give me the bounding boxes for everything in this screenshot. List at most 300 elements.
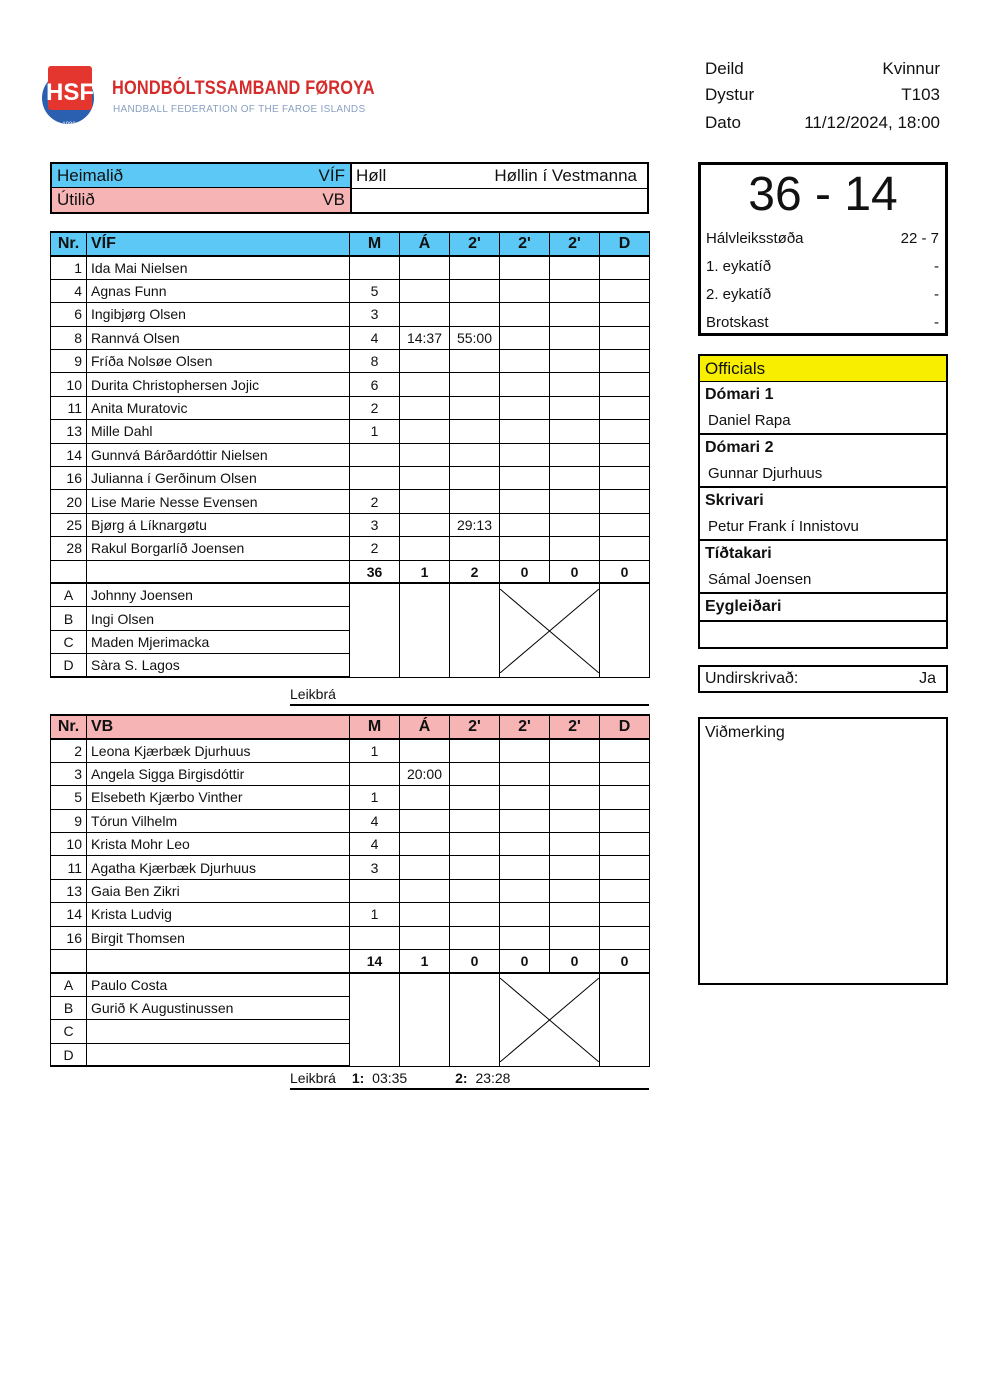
player-number: 13 [51, 879, 87, 902]
stat-cell-m: 6 [350, 373, 400, 396]
score-row-extra-2 [701, 281, 945, 309]
player-name: Krista Ludvig [87, 903, 350, 926]
stat-cell-p2 [500, 303, 550, 326]
total-cell: 0 [500, 950, 550, 973]
header-suspension-1: 2' [450, 715, 500, 739]
player-name: Bjørg á Líknargøtu [87, 513, 350, 536]
total-cell: 1 [400, 560, 450, 583]
total-cell: 36 [350, 560, 400, 583]
player-number: 3 [51, 762, 87, 785]
official-role: Skrivari [705, 492, 764, 509]
score-label: Hálvleiksstøða [706, 230, 804, 247]
official-letter: C [51, 630, 87, 653]
blank-cell [450, 973, 500, 1067]
player-number: 8 [51, 326, 87, 349]
team-official-name: Johnny Joensen [87, 583, 350, 606]
stat-cell-p1 [450, 420, 500, 443]
official-name: Daniel Rapa [700, 408, 946, 435]
team-official-name: Ingi Olsen [87, 607, 350, 630]
stat-cell-a [400, 303, 450, 326]
stat-cell-p3 [550, 786, 600, 809]
away-timeout-line [290, 1068, 649, 1090]
stat-cell-a: 14:37 [400, 326, 450, 349]
player-name: Lise Marie Nesse Evensen [87, 490, 350, 513]
team-official-name: Gurið K Augustinussen [87, 996, 350, 1019]
official-name: Sámal Joensen [700, 567, 946, 594]
stat-cell-p1 [450, 926, 500, 949]
team-official-name: Paulo Costa [87, 973, 350, 996]
stat-cell-p1 [450, 396, 500, 419]
stat-cell-p3 [550, 326, 600, 349]
player-number: 11 [51, 396, 87, 419]
player-name: Fríða Nolsøe Olsen [87, 350, 350, 373]
stat-cell-p2 [500, 420, 550, 443]
stat-cell-d [600, 279, 650, 302]
official-name: Petur Frank í Innistovu [700, 514, 946, 541]
stat-cell-p3 [550, 903, 600, 926]
player-name: Leona Kjærbæk Djurhuus [87, 739, 350, 762]
stat-cell-d [600, 513, 650, 536]
official-role: Dómari 1 [705, 386, 774, 403]
meta-value: T103 [901, 85, 940, 104]
signed-box [698, 665, 948, 693]
stat-cell-p1: 55:00 [450, 326, 500, 349]
stat-cell-p1 [450, 809, 500, 832]
stat-cell-a [400, 373, 450, 396]
stat-cell-m: 3 [350, 856, 400, 879]
total-cell: 2 [450, 560, 500, 583]
total-cell: 1 [400, 950, 450, 973]
total-cell: 0 [550, 950, 600, 973]
final-score: 36 - 14 [748, 168, 898, 221]
stat-cell-p2 [500, 856, 550, 879]
stat-cell-p1 [450, 443, 500, 466]
player-row [51, 303, 650, 326]
stat-cell-a [400, 420, 450, 443]
stat-cell-p3 [550, 303, 600, 326]
score-row-penalties [701, 309, 945, 337]
stat-cell-a [400, 467, 450, 490]
official-letter: C [51, 1020, 87, 1043]
player-row [51, 443, 650, 466]
stat-cell-a [400, 256, 450, 279]
player-row [51, 396, 650, 419]
stat-cell-p1 [450, 739, 500, 762]
stat-cell-p3 [550, 513, 600, 536]
stat-cell-m [350, 926, 400, 949]
player-row [51, 490, 650, 513]
stat-cell-m: 1 [350, 739, 400, 762]
timeout-label: Leikbrá [290, 1070, 336, 1086]
stat-cell-a [400, 833, 450, 856]
stat-cell-p2 [500, 903, 550, 926]
player-name: Agnas Funn [87, 279, 350, 302]
official-letter: D [51, 654, 87, 677]
stat-cell-d [600, 903, 650, 926]
player-name: Gaia Ben Zikri [87, 879, 350, 902]
player-number: 6 [51, 303, 87, 326]
stat-cell-m: 4 [350, 326, 400, 349]
meta-date [705, 110, 940, 136]
header-team: VB [87, 715, 350, 739]
player-number: 11 [51, 856, 87, 879]
stat-cell-m: 2 [350, 396, 400, 419]
player-name: Rannvá Olsen [87, 326, 350, 349]
stat-cell-p1 [450, 833, 500, 856]
player-number: 14 [51, 443, 87, 466]
stat-cell-p1 [450, 537, 500, 560]
header-disqualification: D [600, 715, 650, 739]
stat-cell-p1: 29:13 [450, 513, 500, 536]
stat-cell-p1 [450, 373, 500, 396]
score-label: 1. eykatíð [706, 258, 772, 275]
player-number: 1 [51, 256, 87, 279]
player-name: Agatha Kjærbæk Djurhuus [87, 856, 350, 879]
stat-cell-a [400, 279, 450, 302]
crossed-box [500, 973, 600, 1067]
player-row [51, 256, 650, 279]
stat-cell-d [600, 786, 650, 809]
venue-label: Høll [356, 166, 387, 185]
player-number: 25 [51, 513, 87, 536]
stat-cell-m: 4 [350, 833, 400, 856]
header-nr: Nr. [51, 232, 87, 256]
stat-cell-m: 2 [350, 537, 400, 560]
stat-cell-p2 [500, 833, 550, 856]
timeout-1-label: 1: [351, 1070, 365, 1086]
player-number: 5 [51, 786, 87, 809]
stat-cell-p1 [450, 279, 500, 302]
stat-cell-m [350, 256, 400, 279]
stat-cell-d [600, 350, 650, 373]
stat-cell-p3 [550, 350, 600, 373]
stat-cell-p3 [550, 833, 600, 856]
meta-division [705, 56, 940, 82]
officials-panel [698, 354, 948, 649]
score-box [698, 162, 948, 336]
blank-cell [350, 973, 400, 1067]
header-disqualification: D [600, 232, 650, 256]
stat-cell-p3 [550, 926, 600, 949]
official-letter: B [51, 607, 87, 630]
official-name [700, 622, 946, 647]
home-team-row [52, 164, 350, 188]
blank-cell [350, 583, 400, 677]
score-row-halftime [701, 225, 945, 253]
total-cell: 0 [450, 950, 500, 973]
score-label: 2. eykatíð [706, 286, 772, 303]
player-number: 20 [51, 490, 87, 513]
table-header-row [51, 715, 650, 739]
totals-spacer [87, 950, 350, 973]
stat-cell-d [600, 443, 650, 466]
score-value: - [934, 314, 939, 331]
stat-cell-d [600, 739, 650, 762]
player-number: 9 [51, 350, 87, 373]
hsf-logo-icon [40, 60, 110, 132]
stat-cell-p3 [550, 537, 600, 560]
stat-cell-p2 [500, 739, 550, 762]
org-subtitle: HANDBALL FEDERATION OF THE FAROE ISLANDS [113, 104, 366, 115]
match-meta [705, 56, 940, 136]
player-name: Krista Mohr Leo [87, 833, 350, 856]
meta-match-id [705, 82, 940, 108]
player-number: 16 [51, 926, 87, 949]
official-role: Dómari 2 [705, 439, 774, 456]
stat-cell-p3 [550, 279, 600, 302]
player-name: Durita Christophersen Jojic [87, 373, 350, 396]
header-warning: Á [400, 232, 450, 256]
meta-value: Kvinnur [882, 59, 940, 78]
timeout-1-value: 03:35 [372, 1070, 408, 1086]
home-timeout-line [290, 684, 649, 706]
player-number: 10 [51, 833, 87, 856]
header-warning: Á [400, 715, 450, 739]
stat-cell-m: 1 [350, 786, 400, 809]
stat-cell-d [600, 373, 650, 396]
totals-row [51, 950, 650, 973]
stat-cell-a [400, 490, 450, 513]
stat-cell-a [400, 879, 450, 902]
player-row [51, 467, 650, 490]
stat-cell-d [600, 303, 650, 326]
stat-cell-p2 [500, 350, 550, 373]
score-value: 22 - 7 [900, 230, 939, 247]
stat-cell-p2 [500, 809, 550, 832]
stat-cell-p3 [550, 396, 600, 419]
player-number: 10 [51, 373, 87, 396]
stat-cell-p2 [500, 513, 550, 536]
cross-icon [500, 589, 599, 673]
stat-cell-p2 [500, 467, 550, 490]
stat-cell-m [350, 467, 400, 490]
crossed-box [500, 583, 600, 677]
player-name: Anita Muratovic [87, 396, 350, 419]
team-official-name: Maden Mjerimacka [87, 630, 350, 653]
official-role: Eygleiðari [700, 594, 946, 622]
stat-cell-p3 [550, 443, 600, 466]
stat-cell-d [600, 467, 650, 490]
signed-value: Ja [919, 670, 936, 687]
stat-cell-d [600, 326, 650, 349]
blank-cell [400, 583, 450, 677]
stat-cell-d [600, 879, 650, 902]
header-suspension-2: 2' [500, 232, 550, 256]
stat-cell-a [400, 856, 450, 879]
stat-cell-m: 1 [350, 903, 400, 926]
official-letter: D [51, 1043, 87, 1066]
player-row [51, 326, 650, 349]
stat-cell-p3 [550, 809, 600, 832]
away-roster-table [50, 714, 650, 1067]
stat-cell-m: 1 [350, 420, 400, 443]
player-row [51, 879, 650, 902]
player-name: Elsebeth Kjærbo Vinther [87, 786, 350, 809]
player-row [51, 350, 650, 373]
table-header-row [51, 232, 650, 256]
total-cell: 0 [600, 560, 650, 583]
stat-cell-p1 [450, 879, 500, 902]
blank-cell [450, 583, 500, 677]
score-row-extra-1 [701, 253, 945, 281]
player-name: Tórun Vilhelm [87, 809, 350, 832]
meta-label: Deild [705, 59, 744, 78]
blank-cell [400, 973, 450, 1067]
stat-cell-p1 [450, 490, 500, 513]
stat-cell-m: 3 [350, 513, 400, 536]
stat-cell-p3 [550, 739, 600, 762]
stat-cell-m [350, 762, 400, 785]
stat-cell-m: 3 [350, 303, 400, 326]
score-value: - [934, 286, 939, 303]
stat-cell-d [600, 420, 650, 443]
stat-cell-p1 [450, 903, 500, 926]
player-row [51, 420, 650, 443]
player-name: Mille Dahl [87, 420, 350, 443]
cross-icon [500, 978, 599, 1062]
stat-cell-p3 [550, 490, 600, 513]
stat-cell-p2 [500, 396, 550, 419]
stat-cell-p3 [550, 762, 600, 785]
stat-cell-d [600, 856, 650, 879]
player-name: Gunnvá Bárðardóttir Nielsen [87, 443, 350, 466]
timeout-2-value: 23:28 [475, 1070, 511, 1086]
totals-spacer [87, 560, 350, 583]
header-nr: Nr. [51, 715, 87, 739]
stat-cell-d [600, 256, 650, 279]
header-suspension-3: 2' [550, 715, 600, 739]
official-letter: A [51, 973, 87, 996]
team-official-name [87, 1043, 350, 1066]
home-team-label: Heimalið [57, 166, 124, 185]
stat-cell-p2 [500, 786, 550, 809]
player-number: 4 [51, 279, 87, 302]
stat-cell-p2 [500, 879, 550, 902]
total-cell: 14 [350, 950, 400, 973]
logo-year: 1980 [62, 122, 76, 128]
player-row [51, 856, 650, 879]
stat-cell-a [400, 739, 450, 762]
home-roster-table [50, 231, 650, 678]
stat-cell-m [350, 443, 400, 466]
totals-spacer [51, 950, 87, 973]
logo-letters: HSF [46, 79, 94, 106]
player-row [51, 786, 650, 809]
stat-cell-p1 [450, 762, 500, 785]
stat-cell-p2 [500, 373, 550, 396]
player-name: Ida Mai Nielsen [87, 256, 350, 279]
player-name: Angela Sigga Birgisdóttir [87, 762, 350, 785]
meta-value: 11/12/2024, 18:00 [804, 113, 940, 132]
stat-cell-p1 [450, 350, 500, 373]
stat-cell-p1 [450, 303, 500, 326]
player-row [51, 762, 650, 785]
stat-cell-d [600, 396, 650, 419]
player-row [51, 809, 650, 832]
official-letter: B [51, 996, 87, 1019]
team-official-name: Sàra S. Lagos [87, 654, 350, 677]
player-number: 14 [51, 903, 87, 926]
stat-cell-d [600, 926, 650, 949]
meta-label: Dato [705, 113, 741, 132]
player-number: 2 [51, 739, 87, 762]
score-label: Brotskast [706, 314, 769, 331]
player-number: 13 [51, 420, 87, 443]
stat-cell-a [400, 809, 450, 832]
stat-cell-p1 [450, 856, 500, 879]
stat-cell-d [600, 809, 650, 832]
header-goals: M [350, 715, 400, 739]
header-suspension-2: 2' [500, 715, 550, 739]
stat-cell-a [400, 513, 450, 536]
score-value: - [934, 258, 939, 275]
stat-cell-a [400, 443, 450, 466]
player-name: Birgit Thomsen [87, 926, 350, 949]
stat-cell-a [400, 926, 450, 949]
stat-cell-p3 [550, 373, 600, 396]
stat-cell-p3 [550, 420, 600, 443]
stat-cell-m: 5 [350, 279, 400, 302]
away-team-label: Útilið [57, 190, 95, 209]
header-suspension-3: 2' [550, 232, 600, 256]
stat-cell-d [600, 833, 650, 856]
stat-cell-m [350, 879, 400, 902]
player-row [51, 926, 650, 949]
stat-cell-m: 4 [350, 809, 400, 832]
player-row [51, 279, 650, 302]
stat-cell-a [400, 786, 450, 809]
player-number: 28 [51, 537, 87, 560]
team-official-row [51, 973, 650, 996]
venue-row [352, 164, 647, 189]
player-name: Rakul Borgarlíð Joensen [87, 537, 350, 560]
official-role: Tíðtakari [705, 545, 772, 562]
venue-box [350, 164, 647, 212]
player-number: 16 [51, 467, 87, 490]
stat-cell-p2 [500, 279, 550, 302]
stat-cell-a [400, 396, 450, 419]
stat-cell-p1 [450, 786, 500, 809]
officials-title: Officials [700, 356, 946, 382]
stat-cell-p2 [500, 537, 550, 560]
blank-cell [600, 583, 650, 677]
stat-cell-p1 [450, 467, 500, 490]
team-official-row [51, 583, 650, 606]
totals-row [51, 560, 650, 583]
stat-cell-a [400, 537, 450, 560]
remarks-label: Viðmerking [705, 724, 785, 741]
timeout-label: Leikbrá [290, 686, 336, 702]
header-team: VÍF [87, 232, 350, 256]
player-row [51, 513, 650, 536]
stat-cell-p3 [550, 879, 600, 902]
timeout-2-label: 2: [455, 1070, 468, 1086]
total-cell: 0 [550, 560, 600, 583]
org-name: HONDBÓLTSSAMBAND FØROYA [112, 78, 375, 99]
totals-spacer [51, 560, 87, 583]
away-team-row [52, 188, 350, 212]
player-row [51, 373, 650, 396]
header-goals: M [350, 232, 400, 256]
stat-cell-a: 20:00 [400, 762, 450, 785]
player-row [51, 739, 650, 762]
blank-cell [600, 973, 650, 1067]
total-cell: 0 [600, 950, 650, 973]
venue-value: Høllin í Vestmanna [494, 166, 637, 185]
total-cell: 0 [500, 560, 550, 583]
remarks-box [698, 717, 948, 985]
stat-cell-p3 [550, 256, 600, 279]
